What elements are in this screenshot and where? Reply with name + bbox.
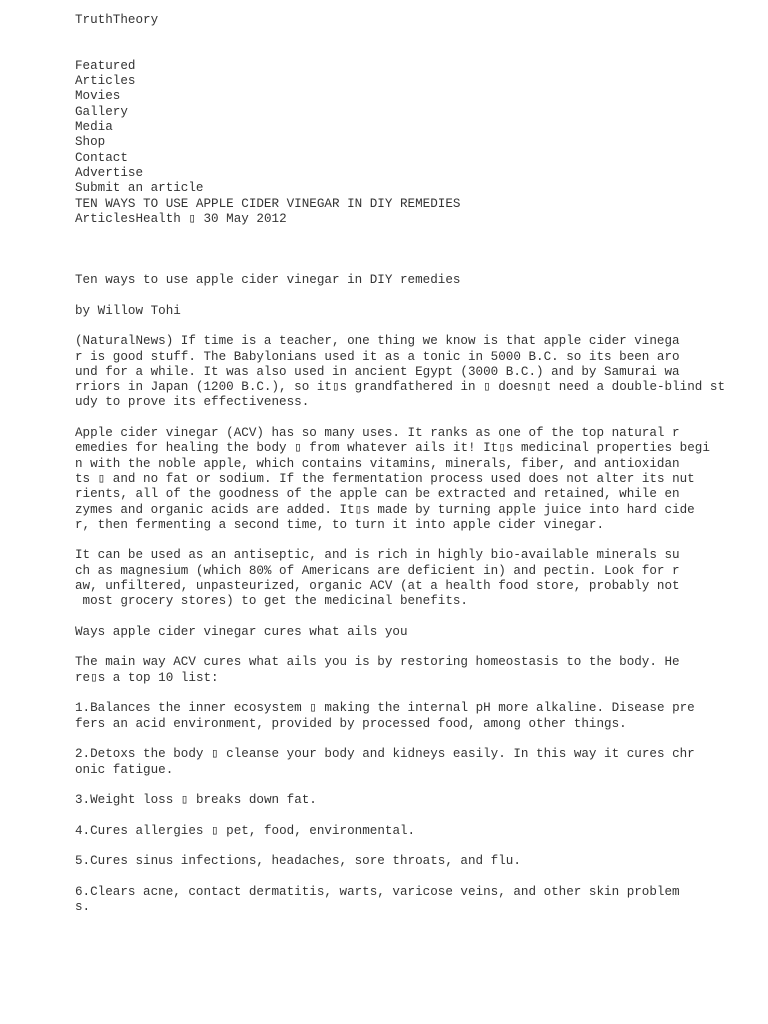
body-line: rriors in Japan (1200 B.C.), so it▯s grandfathered in ▯ doesn▯t need a double-blind st bbox=[75, 380, 726, 395]
list-item: 3.Weight loss ▯ breaks down fat. bbox=[75, 793, 317, 808]
spacer bbox=[75, 732, 745, 747]
body-line: (NaturalNews) If time is a teacher, one thing we know is that apple cider vinega bbox=[75, 334, 680, 349]
article-byline: by Willow Tohi bbox=[75, 303, 181, 318]
list-item: 5.Cures sinus infections, headaches, sore throats, and flu. bbox=[75, 854, 521, 869]
list-item: onic fatigue. bbox=[75, 762, 174, 777]
nav-item-featured[interactable]: Featured bbox=[75, 58, 136, 73]
spacer bbox=[75, 533, 745, 548]
list-item: 2.Detoxs the body ▯ cleanse your body and kidneys easily. In this way it cures chr bbox=[75, 747, 695, 762]
body-line: emedies for healing the body ▯ from whatever ails it! It▯s medicinal properties begi bbox=[75, 441, 710, 456]
list-item: 4.Cures allergies ▯ pet, food, environmental. bbox=[75, 823, 416, 838]
body-line: ch as magnesium (which 80% of Americans are deficient in) and pectin. Look for r bbox=[75, 563, 680, 578]
body-line: Apple cider vinegar (ACV) has so many uses. It ranks as one of the top natural r bbox=[75, 426, 680, 441]
spacer bbox=[75, 640, 745, 655]
body-line: It can be used as an antiseptic, and is rich in highly bio-available minerals su bbox=[75, 548, 680, 563]
spacer bbox=[75, 839, 745, 854]
spacer bbox=[75, 778, 745, 793]
spacer bbox=[75, 870, 745, 885]
nav-item-movies[interactable]: Movies bbox=[75, 89, 121, 104]
body-line: r is good stuff. The Babylonians used it as a tonic in 5000 B.C. so its been aro bbox=[75, 349, 680, 364]
body-line: re▯s a top 10 list: bbox=[75, 670, 219, 685]
list-item: 1.Balances the inner ecosystem ▯ making the internal pH more alkaline. Disease pre bbox=[75, 701, 695, 716]
nav-item-advertise[interactable]: Advertise bbox=[75, 165, 144, 180]
article-meta: ArticlesHealth ▯ 30 May 2012 bbox=[75, 211, 287, 226]
nav-item-shop[interactable]: Shop bbox=[75, 135, 106, 150]
nav-item-gallery[interactable]: Gallery bbox=[75, 104, 128, 119]
article-body bbox=[75, 334, 745, 915]
spacer bbox=[75, 411, 745, 426]
nav-item-submit-article[interactable]: Submit an article bbox=[75, 181, 204, 196]
body-line: aw, unfiltered, unpasteurized, organic ACV (at a health food store, probably not bbox=[75, 578, 680, 593]
spacer bbox=[75, 319, 745, 334]
body-line: n with the noble apple, which contains vitamins, minerals, fiber, and antioxidan bbox=[75, 456, 680, 471]
main-nav bbox=[75, 59, 745, 197]
nav-item-contact[interactable]: Contact bbox=[75, 150, 128, 165]
body-line: und for a while. It was also used in ancient Egypt (3000 B.C.) and by Samurai wa bbox=[75, 364, 680, 379]
spacer bbox=[75, 686, 745, 701]
spacer bbox=[75, 288, 745, 303]
nav-item-articles[interactable]: Articles bbox=[75, 74, 136, 89]
body-line: r, then fermenting a second time, to turn it into apple cider vinegar. bbox=[75, 517, 605, 532]
article-header-title: TEN WAYS TO USE APPLE CIDER VINEGAR IN DIY REMEDIES bbox=[75, 196, 461, 211]
body-line: zymes and organic acids are added. It▯s made by turning apple juice into hard cide bbox=[75, 502, 695, 517]
body-line: rients, all of the goodness of the apple can be extracted and retained, while en bbox=[75, 487, 680, 502]
list-item: 6.Clears acne, contact dermatitis, warts, varicose veins, and other skin problem bbox=[75, 884, 680, 899]
spacer bbox=[75, 28, 745, 59]
list-item: s. bbox=[75, 900, 91, 915]
list-item: fers an acid environment, provided by processed food, among other things. bbox=[75, 716, 627, 731]
site-name[interactable]: TruthTheory bbox=[75, 13, 159, 27]
body-line: udy to prove its effectiveness. bbox=[75, 395, 310, 410]
body-line: most grocery stores) to get the medicinal benefits. bbox=[75, 594, 468, 609]
body-line: ts ▯ and no fat or sodium. If the fermentation process used does not alter its nut bbox=[75, 471, 695, 486]
body-line: The main way ACV cures what ails you is by restoring homeostasis to the body. He bbox=[75, 655, 680, 670]
nav-item-media[interactable]: Media bbox=[75, 120, 113, 135]
spacer bbox=[75, 227, 745, 273]
section-subheading: Ways apple cider vinegar cures what ails you bbox=[75, 624, 408, 639]
article-title: Ten ways to use apple cider vinegar in DIY remedies bbox=[75, 273, 461, 288]
document-page bbox=[75, 13, 745, 916]
spacer bbox=[75, 808, 745, 823]
spacer bbox=[75, 610, 745, 625]
